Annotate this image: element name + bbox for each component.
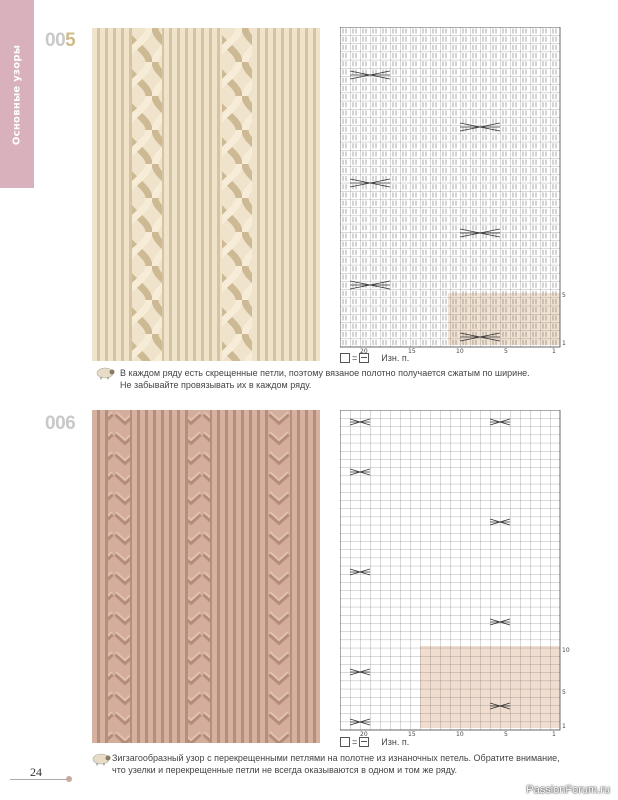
chart-legend-006: = Изн. п. — [340, 737, 409, 747]
knitting-chart-006 — [340, 410, 570, 736]
chart-col-label: 10 — [456, 348, 464, 353]
chart-row-label: 5 — [562, 292, 566, 299]
caption-005: В каждом ряду есть скрещенные петли, поэтому вязаное полотно получается сжатым по ширине. Не забывайте провязывать их в каждом ряду. — [120, 368, 530, 390]
footer-divider — [10, 779, 68, 780]
empty-square-icon — [340, 353, 350, 363]
legend-label: Изн. п. — [381, 353, 410, 363]
chart-row-label: 1 — [562, 340, 566, 347]
chart-col-label: 1 — [552, 348, 556, 353]
page-number: 24 — [30, 765, 42, 779]
knit-photo-006 — [92, 410, 320, 743]
chart-row-label: 1 — [562, 723, 566, 730]
chart-row-label: 10 — [562, 647, 570, 654]
section-title: Основные узоры — [11, 44, 23, 146]
sheep-icon — [94, 366, 116, 380]
chart-col-label: 15 — [408, 348, 416, 353]
chart-col-label: 5 — [504, 348, 508, 353]
chart-row-label: 5 — [562, 689, 566, 696]
chart-col-label: 20 — [360, 348, 368, 353]
watermark: PassionForum.ru — [526, 784, 610, 796]
chart-col-label: 10 — [456, 731, 464, 736]
section-tab — [0, 0, 34, 188]
pattern-number-006: 006 — [45, 413, 76, 434]
chart-col-label: 1 — [552, 731, 556, 736]
legend-label: Изн. п. — [381, 737, 410, 747]
caption-006: Зигзагообразный узор с перекрещенными петлями на полотне из изнаночных петель. Обратите внимание, что узелки и перекрещенные петли не всегда оказываются в одном и том же ряду. — [112, 753, 560, 775]
chart-col-label: 5 — [504, 731, 508, 736]
sheep-icon — [90, 752, 112, 766]
chart-col-label: 15 — [408, 731, 416, 736]
chart-legend-005: = Изн. п. — [340, 353, 409, 363]
chart-col-label: 20 — [360, 731, 368, 736]
dash-square-icon — [359, 737, 369, 747]
knitting-chart-005 — [340, 27, 570, 353]
empty-square-icon — [340, 737, 350, 747]
pattern-number-005: 005 — [45, 30, 76, 51]
knit-photo-005 — [92, 28, 320, 361]
dash-square-icon — [359, 353, 369, 363]
footer-dot-icon — [66, 776, 72, 782]
